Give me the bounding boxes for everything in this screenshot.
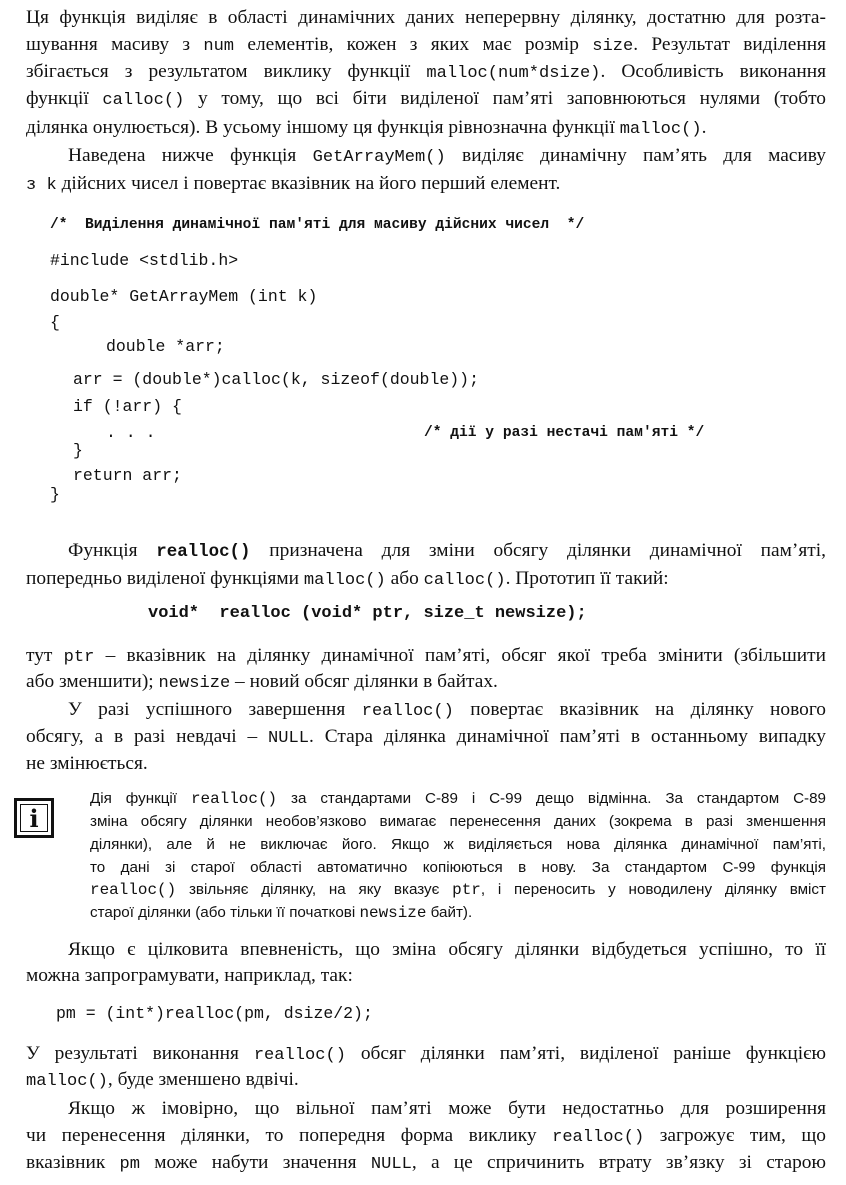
inline-code: pm [119, 1155, 141, 1174]
text-line: попередньо виділеної функціями malloc() або calloc(). Прототип її такий: [26, 568, 669, 590]
inline-code: malloc() [26, 1072, 108, 1091]
text-line: або зменшити); newsize – новий обсяг ділянки в байтах. [26, 671, 498, 693]
inline-code: newsize [158, 674, 231, 693]
text-line: Якщо є цілковита впевненість, що зміна обсягу ділянки відбудеться успішно, то її [68, 939, 826, 960]
info-icon [14, 798, 54, 838]
inline-code: NULL [268, 729, 309, 748]
note-line: зміна обсягу ділянки необов’язково вимагає перенесення даних (зокрема в разі зменшення [90, 813, 826, 830]
inline-code: newsize [359, 904, 427, 922]
inline-code: num [203, 37, 235, 56]
inline-code: з k [26, 176, 57, 195]
text-line: функції calloc() у тому, що всі біти виділеної пам’яті заповнюються нулями (тобто [26, 88, 826, 110]
code-line-close-if: } [73, 441, 83, 460]
inline-code: realloc() [190, 790, 278, 808]
inline-code: calloc() [102, 91, 185, 110]
note-line: Дія функції realloc() за стандартами С-89 і С-99 дещо відмінна. За стандартом С-89 [90, 790, 826, 808]
text-line: можна запрограмувати, наприклад, так: [26, 965, 353, 986]
text-line: malloc(), буде зменшено вдвічі. [26, 1069, 299, 1091]
text-line: У разі успішного завершення realloc() повертає вказівник на ділянку нового [68, 699, 826, 721]
text-line: вказівник pm може набути значення NULL, а це спричинить втрату зв’язку зі старою [26, 1152, 826, 1174]
text-line: У результаті виконання realloc() обсяг ділянки пам’яті, виділеної раніше функцією [26, 1043, 826, 1065]
code-comment-error: /* дії у разі нестачі пам'яті */ [424, 425, 705, 441]
inline-code: size [592, 37, 634, 56]
code-line-declaration: double *arr; [106, 337, 225, 356]
note-line: то дані зі старої області автоматично копіюються в нову. За стандартом С-99 функція [90, 859, 826, 876]
note-line: старої ділянки (або тільки її початкові newsize байт). [90, 904, 473, 922]
text-line: Ця функція виділяє в області динамічних даних неперервну ділянку, достатню для розта- [26, 7, 826, 28]
text-line: ділянка онулюється). В усьому іншому ця функція рівнозначна функції malloc(). [26, 117, 707, 139]
inline-code: realloc() [361, 702, 454, 721]
text-line: з k дійсних чисел і повертає вказівник на його перший елемент. [26, 173, 561, 195]
inline-code: calloc() [423, 571, 506, 590]
code-line-if: if (!arr) { [73, 397, 182, 416]
text-line: Якщо ж імовірно, що вільної пам’яті може бути недостатньо для розширення [68, 1098, 826, 1119]
info-icon-glyph: i [29, 804, 39, 833]
text-line: збігається з результатом виклику функції malloc(num*dsize). Особливість виконання [26, 61, 826, 83]
realloc-prototype: void* realloc (void* ptr, size_t newsize); [148, 604, 587, 623]
inline-code: realloc() [552, 1128, 645, 1147]
inline-code: malloc(num*dsize) [426, 64, 601, 83]
inline-code: ptr [63, 648, 95, 667]
text-line: чи перенесення ділянки, то попередня форма виклику realloc() загрожує тим, що [26, 1125, 826, 1147]
text-line: не змінюється. [26, 753, 148, 774]
inline-code: malloc() [303, 571, 386, 590]
code-line-signature: double* GetArrayMem (int k) [50, 287, 318, 306]
inline-code: NULL [370, 1155, 412, 1174]
text-line: обсягу, а в разі невдачі – NULL. Стара ділянка динамічної пам’яті в останньому випадку [26, 726, 826, 748]
code-line-close-brace: } [50, 485, 60, 504]
code-line-include: #include <stdlib.h> [50, 251, 239, 270]
inline-code: GetArrayMem() [312, 148, 446, 167]
code-line-ellipsis: . . . [106, 423, 156, 442]
code-comment-header: /* Виділення динамічної пам'яті для масиву дійсних чисел */ [50, 217, 585, 233]
inline-code-bold: realloc() [156, 542, 251, 562]
code-realloc-example: pm = (int*)realloc(pm, dsize/2); [56, 1004, 373, 1023]
code-line-return: return arr; [73, 466, 182, 485]
text-line: тут ptr – вказівник на ділянку динамічної пам’яті, обсяг якої треба змінити (збільшити [26, 645, 826, 667]
text-line: Функція realloc() призначена для зміни обсягу ділянки динамічної пам’яті, [68, 540, 827, 562]
inline-code: malloc() [619, 120, 702, 139]
inline-code: ptr [452, 881, 481, 899]
note-line: ділянки), але й не виключає його. Якщо ж виділяється нова ділянка динамічної пам’яті, [90, 836, 826, 853]
text-line: Наведена нижче функція GetArrayMem() виділяє динамічну пам’ять для масиву [68, 145, 826, 167]
inline-code: realloc() [90, 881, 177, 899]
note-line: realloc() звільняє ділянку, на яку вказує ptr, і переносить у новодилену ділянку вміст [90, 881, 826, 899]
text-line: шування масиву з num елементів, кожен з яких має розмір size. Результат виділення [26, 34, 826, 56]
code-line-open-brace: { [50, 313, 60, 332]
inline-code: realloc() [253, 1046, 346, 1065]
code-line-calloc: arr = (double*)calloc(k, sizeof(double)); [73, 370, 479, 389]
